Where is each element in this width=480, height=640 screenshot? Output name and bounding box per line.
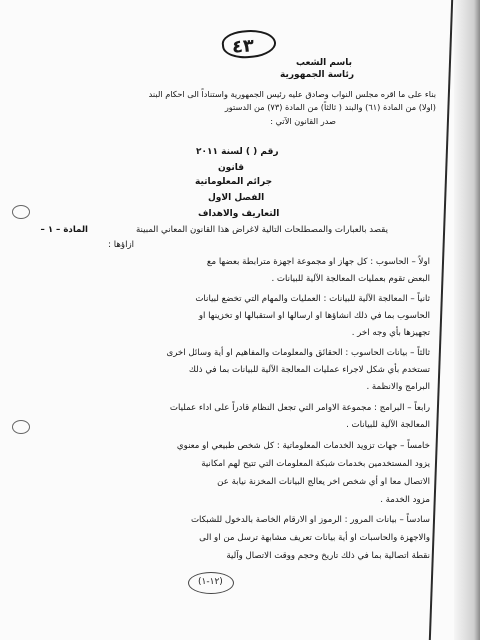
preamble-line-1: بناء على ما اقره مجلس النواب وصادق عليه رئيس الجمهورية واستناداً الى احكام البند — [148, 89, 436, 99]
definition-5-line-1: خامساً – جهات تزويد الخدمات المعلوماتية : كل شخص طبيعي او معنوي — [176, 441, 430, 451]
definition-3-line-3: البرامج والانظمة . — [366, 382, 430, 392]
article-intro-line-1: يقصد بالعبارات والمصطلحات التالية لاغراض هذا القانون المعاني المبينة — [135, 225, 388, 235]
definition-5-line-2: يزود المستخدمين بخدمات شبكة المعلومات التي تتيح لهم امكانية — [201, 459, 430, 469]
definition-3-line-1: ثالثاً – بيانات الحاسوب : الحقائق والمعلومات والمفاهيم او أية وسائل اخرى — [166, 348, 430, 358]
section-title: التعاريف والاهداف — [198, 209, 280, 219]
definition-6-line-3: نقطة اتصالية بما في ذلك تاريخ وحجم ووقت الاتصال وآلية — [226, 551, 430, 561]
preamble-line-3: صدر القانون الآتي : — [270, 116, 336, 126]
definition-3-line-2: تستخدم بأي شكل لاجراء عمليات المعالجة الآلية للبيانات بما في ذلك — [188, 365, 430, 375]
chapter-title: الفصل الاول — [208, 193, 265, 203]
definition-2-line-1: ثانياً – المعالجة الآلية للبيانات : العمليات والمهام التي تخضع لبيانات — [195, 294, 430, 304]
law-word: قانون — [218, 163, 244, 173]
definition-5-line-3: الاتصال معا او أي شخص اخر يعالج البيانات المخزنة نيابة عن — [217, 477, 430, 487]
scan-edge-shadow — [454, 0, 480, 640]
header-line-2: رئاسة الجمهورية — [280, 70, 354, 80]
definition-5-line-4: مزود الخدمة . — [380, 495, 430, 505]
law-title: جرائم المعلوماتية — [195, 177, 273, 187]
handwritten-page-number: ٤٣ — [231, 35, 255, 58]
definition-6-line-2: والاجهزة والحاسبات او أية بيانات تعريف مشابهة ترسل من او الى — [199, 533, 430, 543]
definition-1-line-1: اولاً – الحاسوب : كل جهاز او مجموعة اجهزة مترابطة بعضها مع — [206, 257, 430, 267]
definition-2-line-3: تجهيزها بأي وجه اخر . — [351, 328, 430, 338]
margin-mark — [12, 205, 30, 219]
footer-page-number: (١٢-١) — [198, 577, 223, 587]
article-intro-line-2: ازاؤها : — [108, 240, 134, 250]
definition-4-line-2: المعالجة الآلية للبيانات . — [346, 420, 430, 430]
definition-2-line-2: الحاسوب بما في ذلك انشاؤها او ارسالها او استقبالها او تخزينها او — [198, 311, 430, 321]
definition-4-line-1: رابعاً – البرامج : مجموعة الاوامر التي تجعل النظام قادراً على اداء عمليات — [169, 403, 430, 413]
definition-6-line-1: سادساً – بيانات المرور : الرموز او الارقام الخاصة بالدخول للشبكات — [190, 515, 430, 525]
article-label: المادة – ١ – — [40, 225, 88, 235]
margin-mark — [12, 420, 30, 434]
definition-1-line-2: البعض تقوم بعمليات المعالجة الآلية للبيانات . — [271, 274, 430, 284]
law-number: رقم ( ) لسنة ٢٠١١ — [196, 147, 279, 157]
preamble-line-2: (اولا) من المادة (٦١) والبند ( ثالثاً) من المادة (٧٣) من الدستور — [224, 102, 436, 112]
header-line-1: باسم الشعب — [295, 58, 352, 68]
